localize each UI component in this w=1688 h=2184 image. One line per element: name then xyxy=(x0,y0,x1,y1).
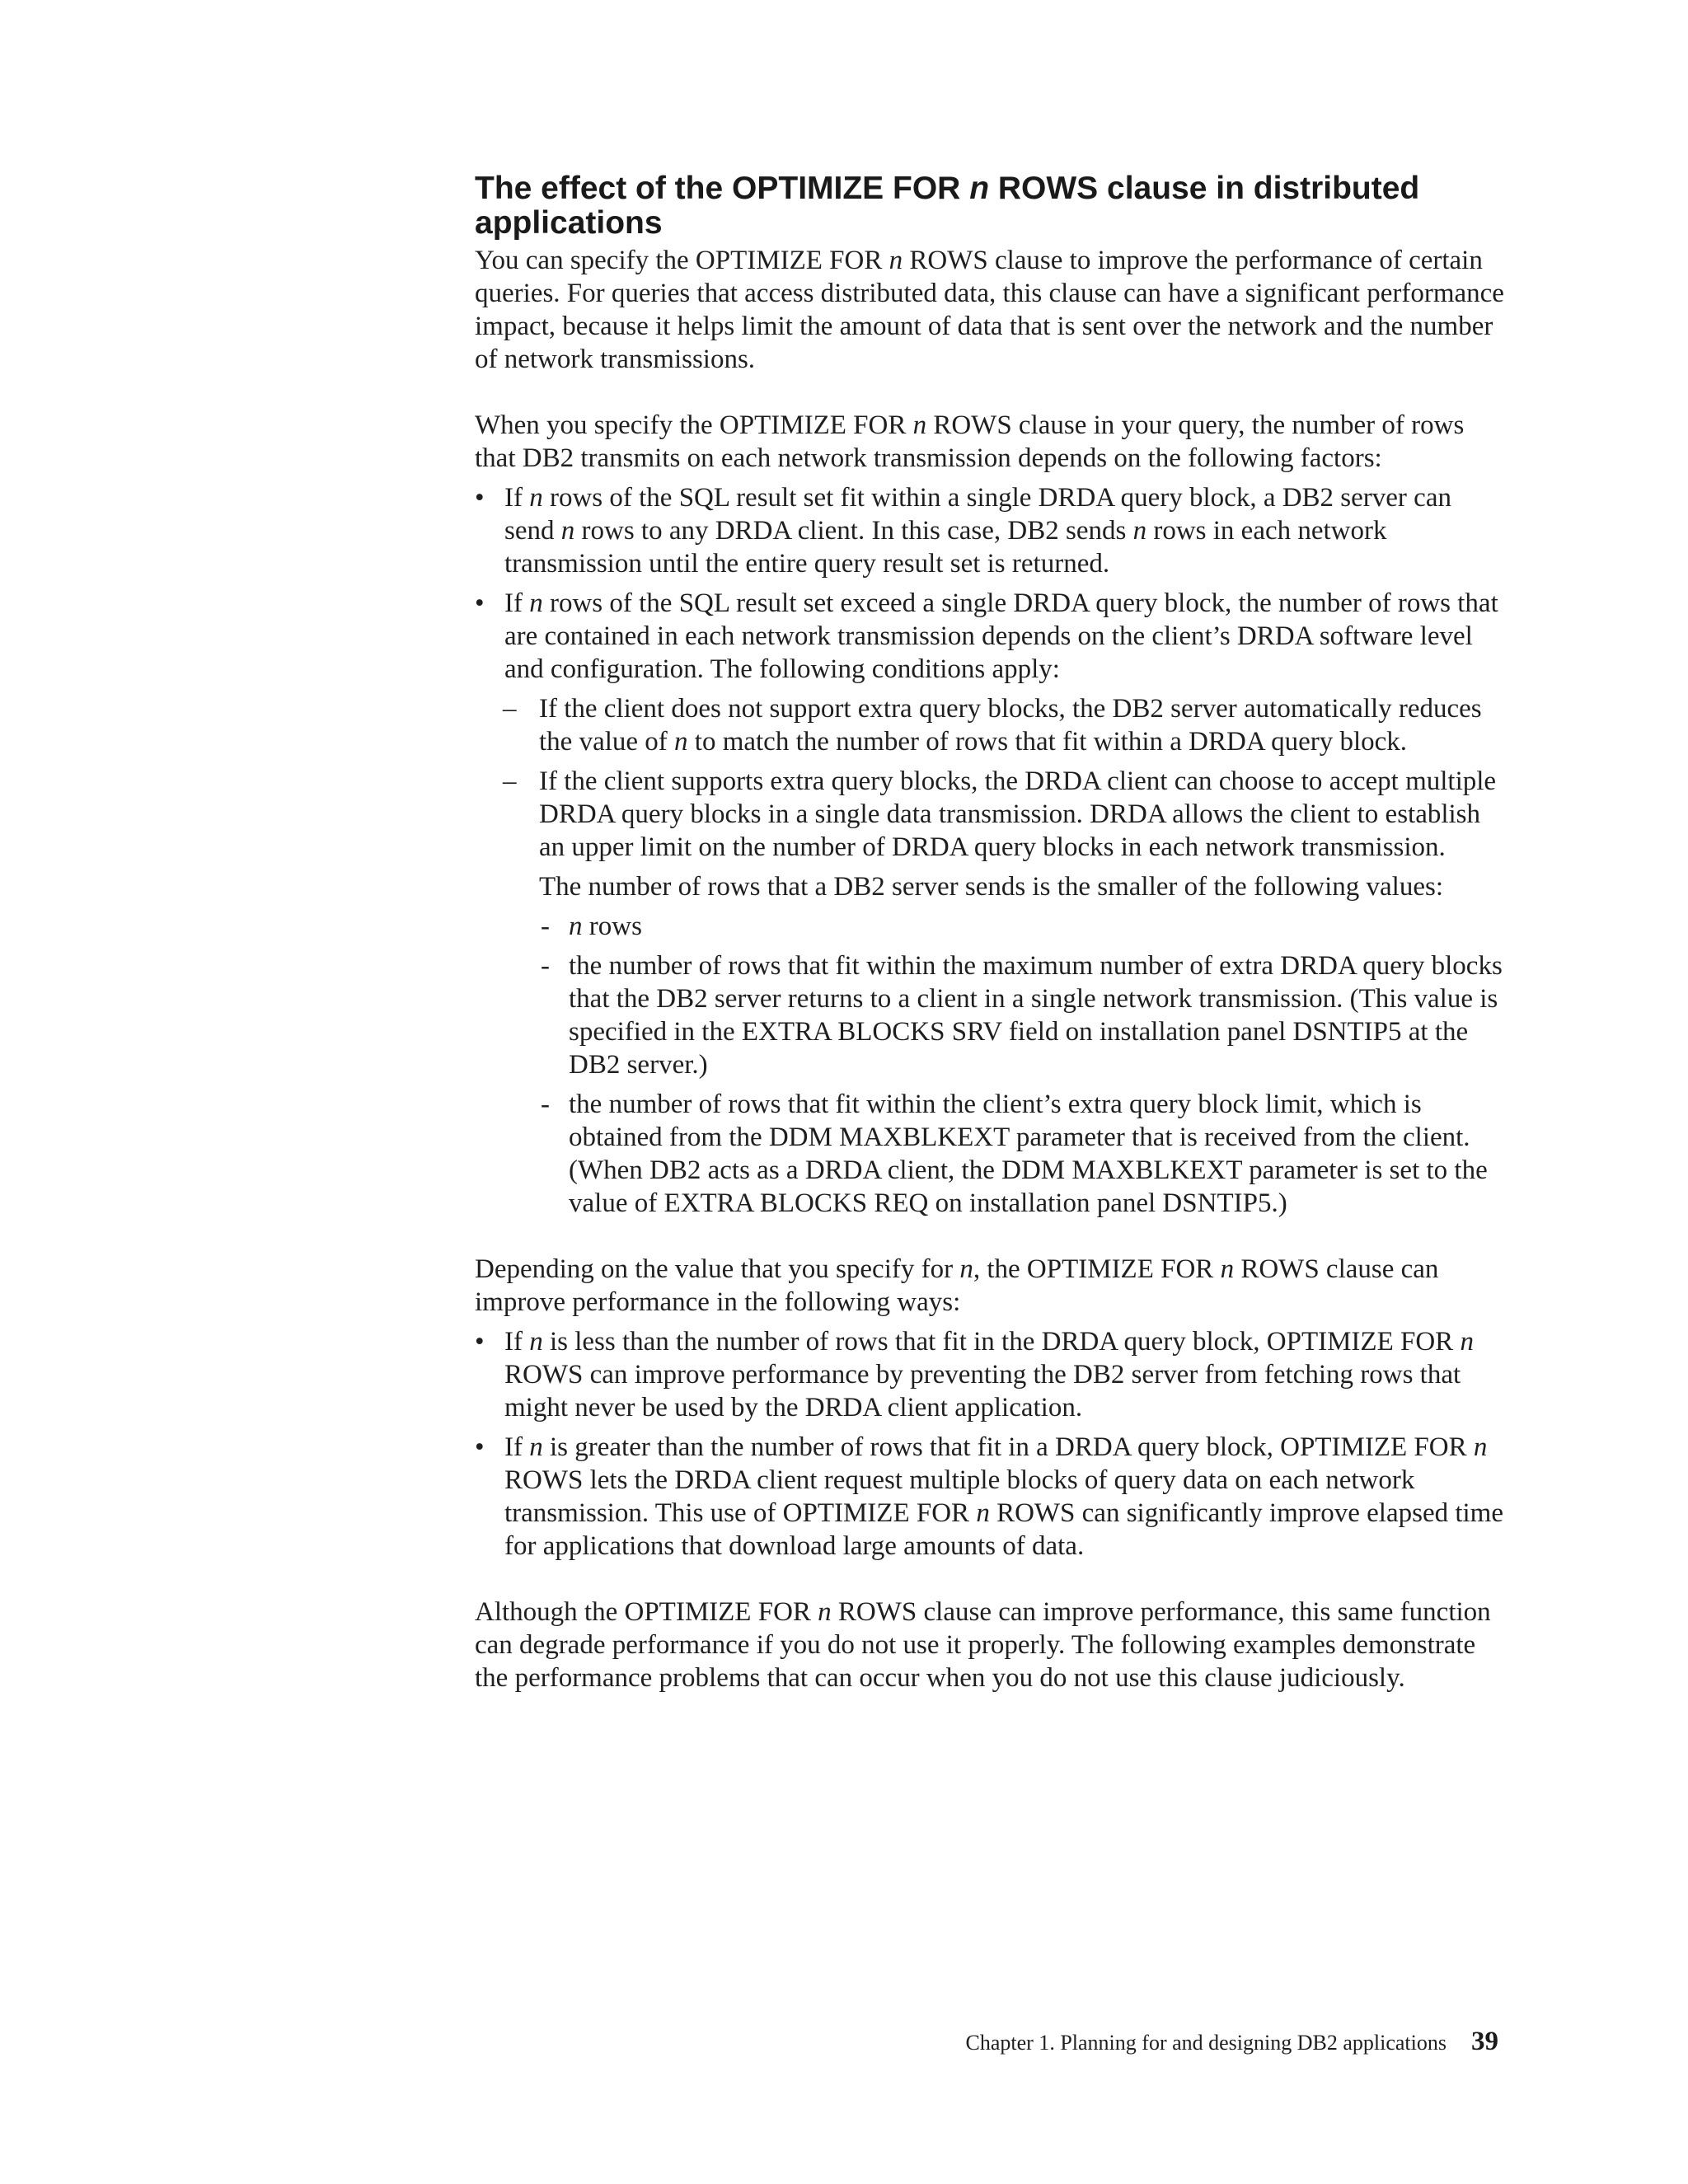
list-item: – If the client supports extra query blocks, the DRDA client can choose to accept multiple DRDA query blocks in a single data transmission. DRDA allows the client to establish an upper limit on the number of DRDA query blocks in each network transmission. xyxy=(503,766,1497,862)
list-item: - the number of rows that fit within the client’s extra query block limit, which is obtained from the DDM MAXBLKEXT parameter that is received from the client. (When DB2 acts as a DRDA client, the DDM MAXBLKEXT parameter is set to the value of EXTRA BLOCKS REQ on installation panel DSNTIP5.) xyxy=(541,1090,1488,1218)
hyphen-icon: - xyxy=(541,1090,550,1119)
list-item: • If n rows of the SQL result set exceed a single DRDA query block, the number of rows that are contained in each network transmission depends on the client’s DRDA software level and configuration. The following conditions apply: xyxy=(475,588,1498,684)
intro-paragraph: You can specify the OPTIMIZE FOR n ROWS clause to improve the performance of certain queries. For queries that access distributed data, this clause can have a significant performance impact, because it helps limit the amount of data that is sent over the network and the number of network transmissions. xyxy=(475,246,1504,374)
heading-text: ROWS clause in distributed applications xyxy=(475,171,1420,241)
bullet-icon: • xyxy=(475,1432,485,1462)
heading-variable: n xyxy=(969,171,990,206)
rows-sent-paragraph: The number of rows that a DB2 server sends is the smaller of the following values: xyxy=(539,872,1443,902)
chapter-title: Chapter 1. Planning for and designing DB2 applications xyxy=(965,2031,1447,2055)
bullet-icon: • xyxy=(475,483,485,513)
list-item: • If n is less than the number of rows that fit in the DRDA query block, OPTIMIZE FOR n ROWS can improve performance by preventing the DB2 server from fetching rows that might never be used by the DRDA client application. xyxy=(475,1327,1474,1422)
list-item: – If the client does not support extra query blocks, the DB2 server automatically reduces the value of n to match the number of rows that fit within a DRDA query block. xyxy=(503,694,1482,757)
bullet-icon: • xyxy=(475,1327,485,1357)
dash-icon: – xyxy=(503,766,517,796)
page-number: 39 xyxy=(1471,2027,1498,2056)
heading-text: The effect of the OPTIMIZE FOR xyxy=(475,171,970,206)
performance-paragraph: Depending on the value that you specify for n, the OPTIMIZE FOR n ROWS clause can improve performance in the following ways: xyxy=(475,1254,1439,1317)
page-body xyxy=(475,171,1507,1694)
list-item: - n rows xyxy=(541,912,642,941)
factors-list xyxy=(475,481,1507,686)
list-item: • If n rows of the SQL result set fit within a single DRDA query block, a DB2 server can send n rows to any DRDA client. In this case, DB2 sends n rows in each network transmission until the entire query result set is returned. xyxy=(475,483,1451,579)
section-heading xyxy=(475,171,1507,241)
caution-paragraph: Although the OPTIMIZE FOR n ROWS clause can improve performance, this same function can degrade performance if you do not use it properly. The following examples demonstrate the performance problems that can occur when you do not use this clause judiciously. xyxy=(475,1597,1491,1693)
bullet-icon: • xyxy=(475,588,485,618)
hyphen-icon: - xyxy=(541,951,550,981)
hyphen-icon: - xyxy=(541,912,550,941)
performance-list xyxy=(475,1325,1507,1563)
list-item: - the number of rows that fit within the maximum number of extra DRDA query blocks that the DB2 server returns to a client in a single network transmission. (This value is specified in the EXTRA BLOCKS SRV field on installation panel DSNTIP5 at the DB2 server.) xyxy=(541,951,1503,1080)
values-list xyxy=(475,910,1507,1220)
conditions-list xyxy=(475,692,1507,864)
dash-icon: – xyxy=(503,694,517,724)
page-footer xyxy=(966,2025,1498,2060)
factors-paragraph: When you specify the OPTIMIZE FOR n ROWS clause in your query, the number of rows that DB2 transmits on each network transmission depends on the following factors: xyxy=(475,410,1465,473)
list-item: • If n is greater than the number of rows that fit in a DRDA query block, OPTIMIZE FOR n ROWS lets the DRDA client request multiple blocks of query data on each network transmission. This use of OPTIMIZE FOR n ROWS can significantly improve elapsed time for applications that download large amounts of data. xyxy=(475,1432,1503,1561)
